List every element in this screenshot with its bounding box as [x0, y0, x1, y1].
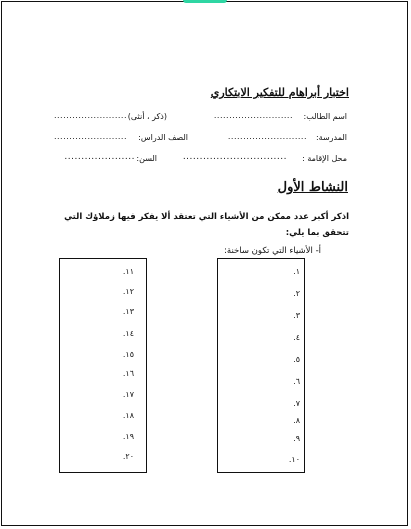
- list-item-number: ٤.: [293, 333, 300, 342]
- activity-title: النشاط الأول: [277, 180, 348, 195]
- list-item-number: ٢٠.: [122, 452, 134, 461]
- list-item-number: ٨.: [293, 416, 300, 425]
- gender-field[interactable]: ........................: [53, 111, 127, 120]
- grade-field[interactable]: ........................: [53, 132, 127, 141]
- list-item-number: ١٥.: [122, 350, 134, 359]
- student-name-label: اسم الطالب:: [303, 112, 347, 121]
- residence-label: محل الإقامة :: [302, 154, 347, 163]
- list-item-number: ١٩.: [122, 432, 134, 441]
- list-item-number: ١٧.: [122, 390, 134, 399]
- answers-box-left[interactable]: [59, 258, 147, 473]
- list-item-number: ١٠.: [288, 455, 300, 464]
- student-name-field[interactable]: ..........................: [213, 111, 293, 120]
- list-item-number: ١٣.: [122, 307, 134, 316]
- list-item-number: ٣.: [293, 311, 300, 320]
- grade-label: الصف الدراس:: [138, 133, 188, 142]
- list-item-number: ١١.: [122, 267, 134, 276]
- activity-instruction: اذكر أكبر عدد ممكن من الأشياء التي تعتقد ألا يفكر فيها زملاؤك التي تتحقق بما يلي:: [64, 212, 349, 238]
- list-item-number: ١٢.: [122, 287, 134, 296]
- list-item-number: ٥.: [293, 355, 300, 364]
- answers-box-right[interactable]: [217, 258, 305, 473]
- school-field[interactable]: ..........................: [227, 132, 307, 141]
- list-item-number: ٦.: [293, 377, 300, 386]
- top-accent-bar: [183, 0, 227, 3]
- list-item-number: ٧.: [293, 399, 300, 408]
- test-title: اختبار أبراهام للتفكير الابتكاري: [210, 86, 349, 99]
- list-item-number: ١٨.: [122, 411, 134, 420]
- list-item-number: ١٦.: [122, 369, 134, 378]
- residence-field[interactable]: ...............................: [182, 152, 287, 162]
- gender-label: (ذكر ، أنثى): [127, 112, 167, 121]
- school-label: المدرسة:: [315, 133, 347, 142]
- activity-subtitle: أ- الأشياء التي تكون ساخنة:: [224, 246, 321, 256]
- list-item-number: ١٤.: [122, 329, 134, 338]
- list-item-number: ٢.: [293, 289, 300, 298]
- list-item-number: ٩.: [293, 434, 300, 443]
- age-label: السن:: [136, 154, 157, 163]
- age-field[interactable]: .....................: [64, 152, 135, 162]
- list-item-number: ١.: [293, 267, 300, 276]
